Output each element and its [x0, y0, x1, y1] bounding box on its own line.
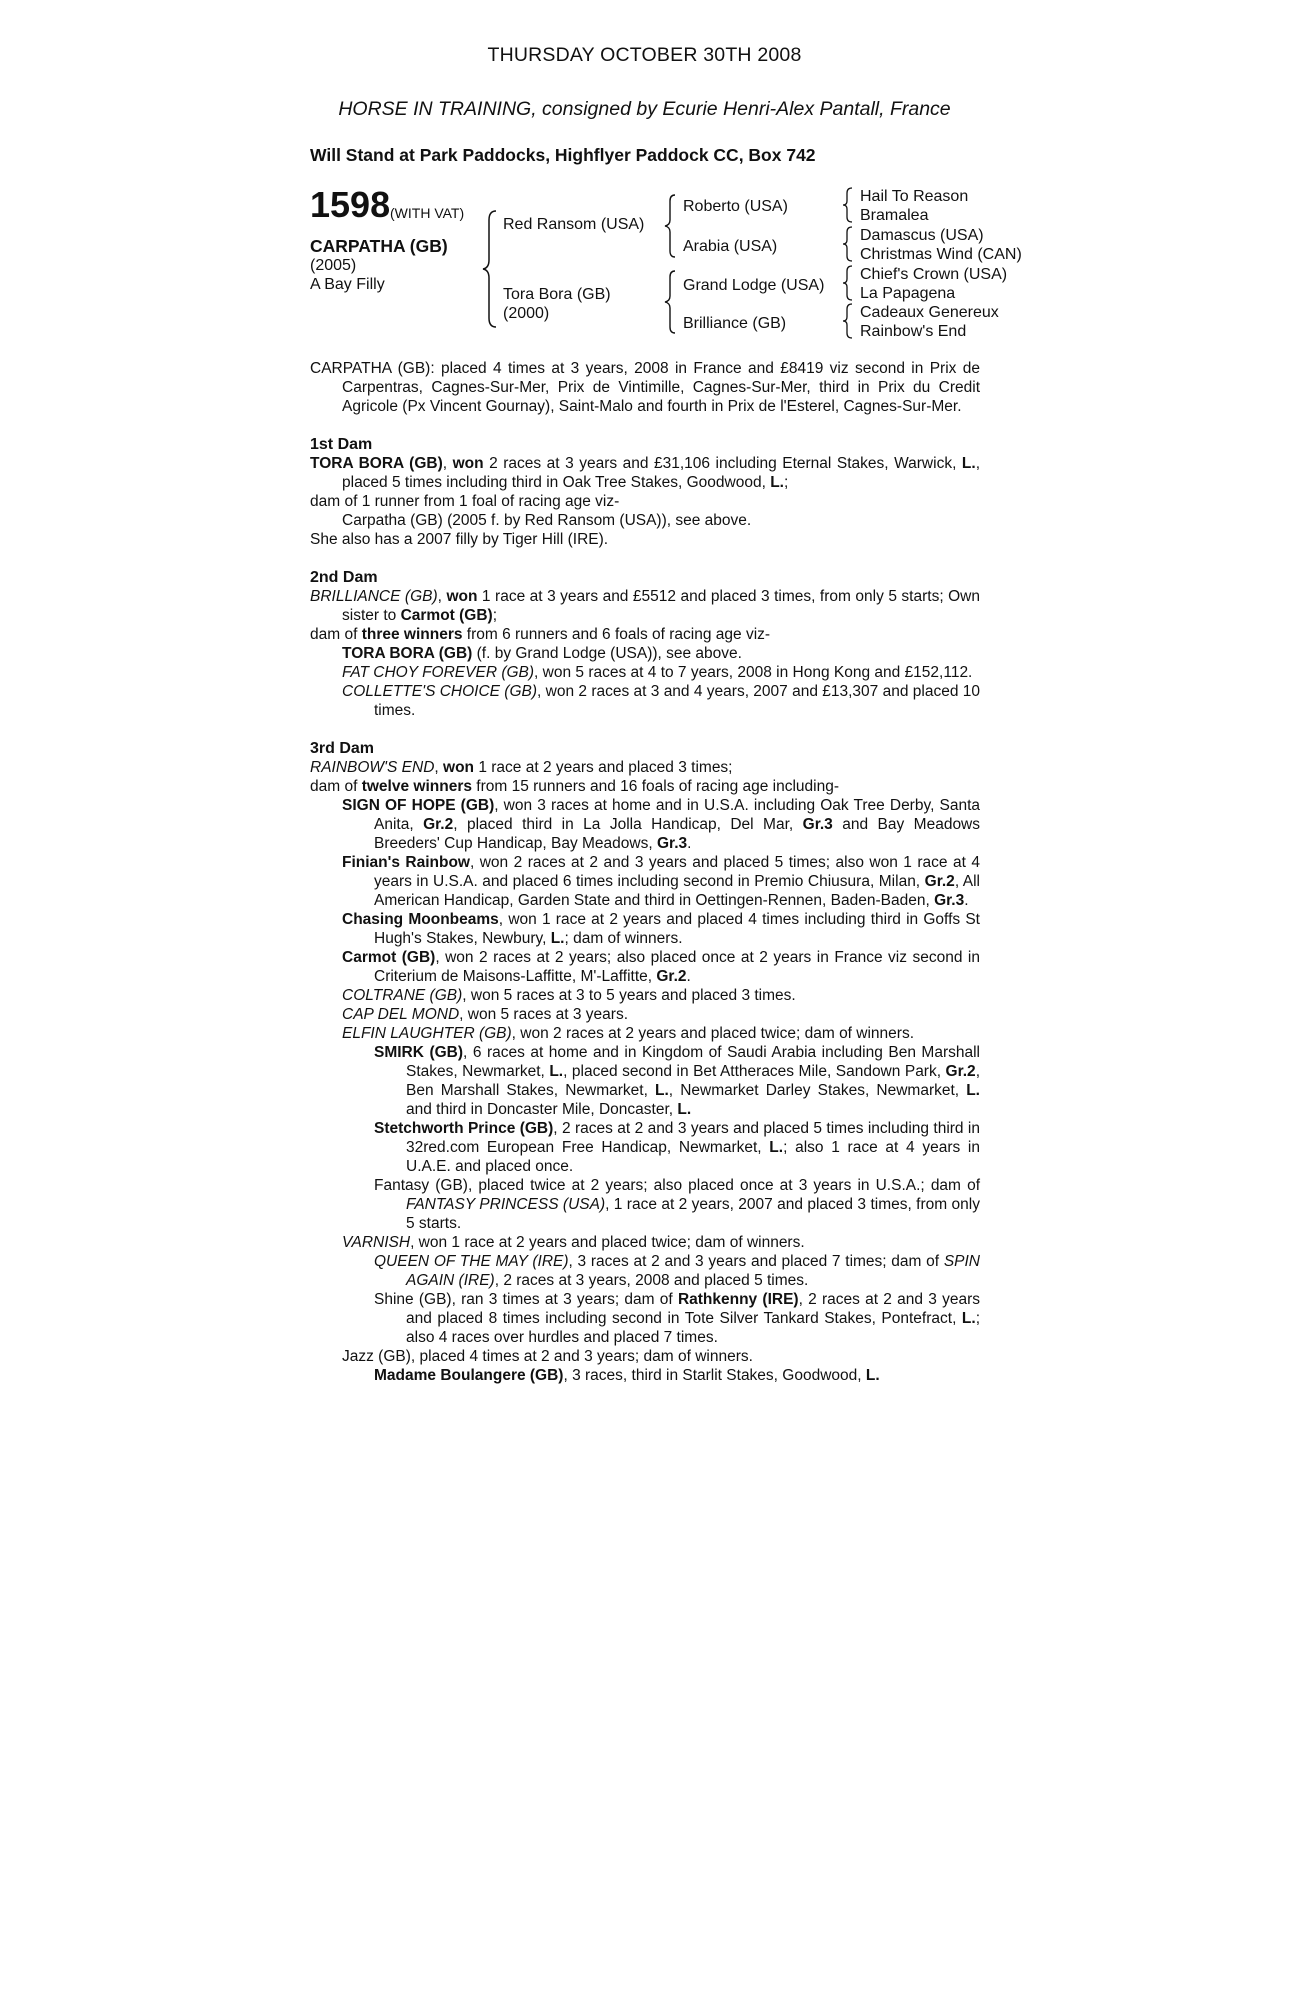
dam-line-bracket: [664, 268, 680, 336]
pedigree-g2: Bramalea: [860, 207, 929, 224]
horse-description: A Bay Filly: [310, 276, 385, 293]
produce-item: Jazz (GB), placed 4 times at 2 and 3 years; dam of winners.: [342, 1348, 753, 1365]
produce-item: VARNISH, won 1 race at 2 years and placed twice; dam of winners.: [342, 1234, 805, 1251]
g-bracket-4: [842, 302, 856, 340]
produce-item: Chasing Moonbeams, won 1 race at 2 years and placed 4 times including third in Goffs St Hugh's Stakes, Newbury, L.; dam of winners.: [342, 911, 980, 947]
first-dam-record: TORA BORA (GB), won 2 races at 3 years and £31,106 including Eternal Stakes, Warwick, L., placed 5 times including third in Oak Tree Stakes, Goodwood, L.;: [310, 455, 980, 491]
grand-produce-item: Stetchworth Prince (GB), 2 races at 2 and 3 years and placed 5 times including third in 32red.com European Free Handicap, Newmarket, L.; also 1 race at 4 years in U.A.E. and placed once.: [374, 1120, 980, 1175]
horse-year: (2005): [310, 257, 357, 274]
third-dam-heading: 3rd Dam: [310, 740, 375, 757]
pedigree-g1: Hail To Reason: [860, 188, 969, 205]
produce-item: COLTRANE (GB), won 5 races at 3 to 5 years and placed 3 times.: [342, 987, 796, 1004]
stand-location: Will Stand at Park Paddocks, Highflyer Paddock CC, Box 742: [310, 145, 816, 165]
grand-produce-item: SMIRK (GB), 6 races at home and in Kingdom of Saudi Arabia including Ben Marshall Stakes, Newmarket, L., placed second in Bet Attheraces Mile, Sandown Park, Gr.2, Ben Marshall Stakes, Newmarket, L., Newmarket Darley Stakes, Newmarket, L. and third in Doncaster Mile, Doncaster, L.: [374, 1044, 981, 1118]
second-dam-name: BRILLIANCE (GB): [310, 588, 438, 605]
produce-item: ELFIN LAUGHTER (GB), won 2 races at 2 years and placed twice; dam of winners.: [342, 1025, 915, 1042]
pedigree-dam-sire: Grand Lodge (USA): [683, 277, 825, 294]
pedigree-g4: Christmas Wind (CAN): [860, 246, 1022, 263]
pedigree-sire: Red Ransom (USA): [503, 216, 645, 233]
first-dam-produce-line: dam of 1 runner from 1 foal of racing age viz-: [310, 493, 620, 510]
third-dam-produce-line: dam of twelve winners from 15 runners and 16 foals of racing age including-: [310, 778, 840, 795]
race-record: CARPATHA (GB): placed 4 times at 3 years, 2008 in France and £8419 viz second in Prix de Carpentras, Cagnes-Sur-Mer, Prix de Vintimille, Cagnes-Sur-Mer, third in Prix du Credit Agricole (Px Vincent Gournay), Saint-Malo and fourth in Prix de l'Esterel, Cagnes-Sur-Mer.: [310, 360, 980, 415]
pedigree-sire-dam: Arabia (USA): [683, 238, 778, 255]
second-dam-heading: 2nd Dam: [310, 569, 378, 586]
produce-item: Finian's Rainbow, won 2 races at 2 and 3 years and placed 5 times; also won 1 race at 4 years in U.S.A. and placed 6 times including second in Premio Chiusura, Milan, Gr.2, All American Handicap, Garden State and third in Oettingen-Rennen, Baden-Baden, Gr.3.: [342, 854, 981, 909]
grand-produce-item: QUEEN OF THE MAY (IRE), 3 races at 2 and 3 years and placed 7 times; dam of SPIN AGAIN (IRE), 2 races at 3 years, 2008 and placed 5 times.: [374, 1253, 980, 1289]
produce-item: TORA BORA (GB) (f. by Grand Lodge (USA)), see above.: [342, 645, 742, 662]
catalogue-body: [310, 359, 980, 1385]
second-dam-record: BRILLIANCE (GB), won 1 race at 3 years and £5512 and placed 3 times, from only 5 starts; Own sister to Carmot (GB);: [310, 588, 980, 624]
pedigree-g7: Cadeaux Genereux: [860, 304, 999, 321]
lot-number: 1598: [310, 184, 391, 225]
produce-item: SIGN OF HOPE (GB), won 3 races at home and in U.S.A. including Oak Tree Derby, Santa Anita, Gr.2, placed third in La Jolla Handicap, Del Mar, Gr.3 and Bay Meadows Breeders' Cup Handicap, Bay Meadows, Gr.3.: [342, 797, 981, 852]
grand-produce-item: Fantasy (GB), placed twice at 2 years; also placed once at 3 years in U.S.A.; dam of FANTASY PRINCESS (USA), 1 race at 2 years, 2007 and placed 3 times, from only 5 starts.: [374, 1177, 980, 1232]
grand-produce-item: Shine (GB), ran 3 times at 3 years; dam of Rathkenny (IRE), 2 races at 2 and 3 years and placed 8 times including second in Tote Silver Tankard Stakes, Pontefract, L.; also 4 races over hurdles and placed 7 times.: [374, 1291, 980, 1346]
produce-item: COLLETTE'S CHOICE (GB), won 2 races at 3 and 4 years, 2007 and £13,307 and placed 10 times.: [342, 683, 980, 719]
pedigree-g6: La Papagena: [860, 285, 956, 302]
sire-dam-bracket: [482, 208, 502, 330]
pedigree-g8: Rainbow's End: [860, 323, 967, 340]
first-dam-produce-item: Carpatha (GB) (2005 f. by Red Ransom (USA)), see above.: [342, 512, 752, 529]
horse-name: CARPATHA (GB): [310, 236, 448, 256]
pedigree-g5: Chief's Crown (USA): [860, 266, 1008, 283]
produce-item: FAT CHOY FOREVER (GB), won 5 races at 4 to 7 years, 2008 in Hong Kong and £152,112.: [342, 664, 973, 681]
vat-note: (WITH VAT): [390, 205, 465, 221]
produce-item: CAP DEL MOND, won 5 races at 3 years.: [342, 1006, 628, 1023]
third-dam-name: RAINBOW'S END: [310, 759, 435, 776]
pedigree-dam-year: (2000): [503, 305, 550, 322]
sale-date: THURSDAY OCTOBER 30TH 2008: [487, 44, 802, 66]
pedigree-g3: Damascus (USA): [860, 227, 984, 244]
g-bracket-2: [842, 225, 856, 263]
g-bracket-1: [842, 186, 856, 224]
pedigree-dam-dam: Brilliance (GB): [683, 315, 787, 332]
first-dam-name: TORA BORA (GB): [310, 455, 443, 472]
third-dam-record: RAINBOW'S END, won 1 race at 2 years and placed 3 times;: [310, 759, 733, 776]
consignment-line: HORSE IN TRAINING, consigned by Ecurie Henri-Alex Pantall, France: [338, 98, 951, 120]
produce-item: Carmot (GB), won 2 races at 2 years; also placed once at 2 years in France viz second in Criterium de Maisons-Laffitte, M'-Laffitte, Gr.2.: [342, 949, 981, 985]
pedigree-dam: Tora Bora (GB): [503, 286, 611, 303]
sire-line-bracket: [664, 192, 680, 260]
grand-produce-item: Madame Boulangere (GB), 3 races, third in Starlit Stakes, Goodwood, L.: [374, 1367, 880, 1384]
g-bracket-3: [842, 264, 856, 302]
first-dam-note: She also has a 2007 filly by Tiger Hill (IRE).: [310, 531, 609, 548]
second-dam-produce-line: dam of three winners from 6 runners and 6 foals of racing age viz-: [310, 626, 771, 643]
first-dam-heading: 1st Dam: [310, 436, 373, 453]
pedigree-sire-sire: Roberto (USA): [683, 198, 788, 215]
